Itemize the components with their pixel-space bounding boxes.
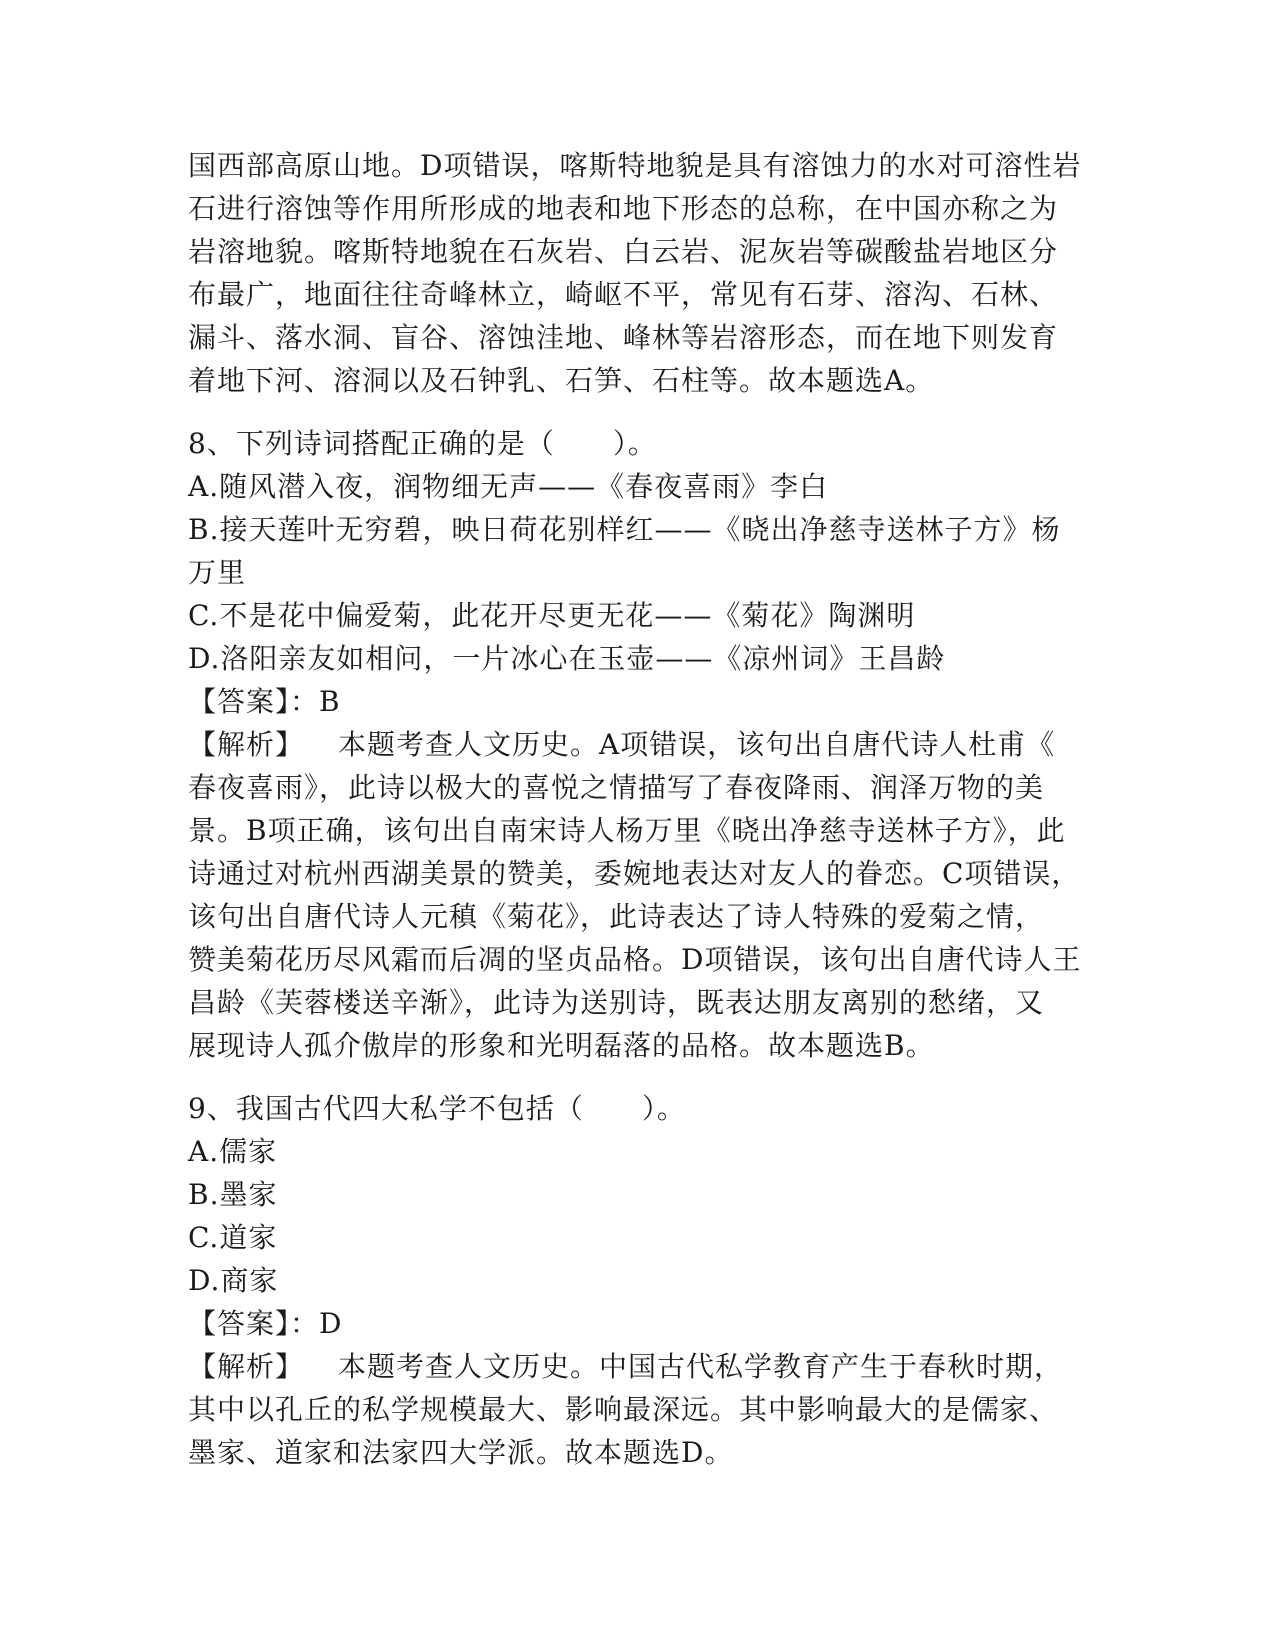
- analysis-line: 展现诗人孤介傲岸的形象和光明磊落的品格。故本题选B。: [188, 1029, 935, 1062]
- question-8: [188, 422, 1088, 1067]
- analysis-line: 昌龄《芙蓉楼送辛渐》，此诗为送别诗，既表达朋友离别的愁绪，又: [188, 986, 1045, 1019]
- text-line: 布最广，地面往往奇峰林立，崎岖不平，常见有石芽、溶沟、石林、: [188, 278, 1059, 311]
- text-line: 国西部高原山地。D项错误，喀斯特地貌是具有溶蚀力的水对可溶性岩: [188, 149, 1082, 182]
- option-line: C.不是花中偏爱菊，此花开尽更无花——《菊花》陶渊明: [188, 599, 916, 632]
- analysis-line: 诗通过对杭州西湖美景的赞美，委婉地表达对友人的眷恋。C项错误，: [188, 857, 1081, 890]
- analysis-first-line: [188, 723, 1088, 766]
- analysis-line: 景。B项正确，该句出自南宋诗人杨万里《晓出净慈寺送林子方》，此: [188, 814, 1066, 847]
- answer-line: 【答案】：D: [188, 1307, 343, 1340]
- question-9: [188, 1087, 1088, 1474]
- analysis-line: 赞美菊花历尽风霜而后凋的坚贞品格。D项错误，该句出自唐代诗人王: [188, 943, 1082, 976]
- question-text: 8、下列诗词搭配正确的是（ ）。: [188, 427, 657, 460]
- answer-line: 【答案】：B: [188, 685, 341, 718]
- option-line: B.墨家: [188, 1178, 278, 1211]
- previous-explanation: [188, 144, 1088, 402]
- option-line: 万里: [188, 556, 247, 589]
- analysis-line: 其中以孔丘的私学规模最大、影响最深远。其中影响最大的是儒家、: [188, 1393, 1059, 1426]
- analysis-line: 墨家、道家和法家四大学派。故本题选D。: [188, 1436, 734, 1469]
- analysis-label: 【解析】: [188, 1350, 305, 1383]
- analysis-first-line: [188, 1345, 1088, 1388]
- analysis-line: 该句出自唐代诗人元稹《菊花》，此诗表达了诗人特殊的爱菊之情，: [188, 900, 1045, 933]
- text-line: 漏斗、落水洞、盲谷、溶蚀洼地、峰林等岩溶形态，而在地下则发育: [188, 321, 1059, 354]
- option-line: C.道家: [188, 1221, 278, 1254]
- analysis-text: 本题考查人文历史。A项错误，该句出自唐代诗人杜甫《: [338, 728, 1056, 761]
- spacer: [188, 402, 1088, 422]
- option-line: D.洛阳亲友如相问，一片冰心在玉壶——《凉州词》王昌龄: [188, 642, 946, 675]
- text-line: 着地下河、溶洞以及石钟乳、石笋、石柱等。故本题选A。: [188, 364, 935, 397]
- option-line: A.儒家: [188, 1135, 278, 1168]
- text-line: 石进行溶蚀等作用所形成的地表和地下形态的总称，在中国亦称之为: [188, 192, 1059, 225]
- option-line: B.接天莲叶无穷碧，映日荷花别样红——《晓出净慈寺送林子方》杨: [188, 513, 1061, 546]
- option-line: D.商家: [188, 1264, 279, 1297]
- spacer: [188, 1067, 1088, 1087]
- text-line: 岩溶地貌。喀斯特地貌在石灰岩、白云岩、泥灰岩等碳酸盐岩地区分: [188, 235, 1059, 268]
- analysis-line: 春夜喜雨》，此诗以极大的喜悦之情描写了春夜降雨、润泽万物的美: [188, 771, 1045, 804]
- option-line: A.随风潜入夜，润物细无声——《春夜喜雨》李白: [188, 470, 829, 503]
- document-page: [188, 144, 1088, 1474]
- analysis-text: 本题考查人文历史。中国古代私学教育产生于春秋时期，: [338, 1350, 1064, 1383]
- question-text: 9、我国古代四大私学不包括（ ）。: [188, 1092, 686, 1125]
- analysis-label: 【解析】: [188, 728, 305, 761]
